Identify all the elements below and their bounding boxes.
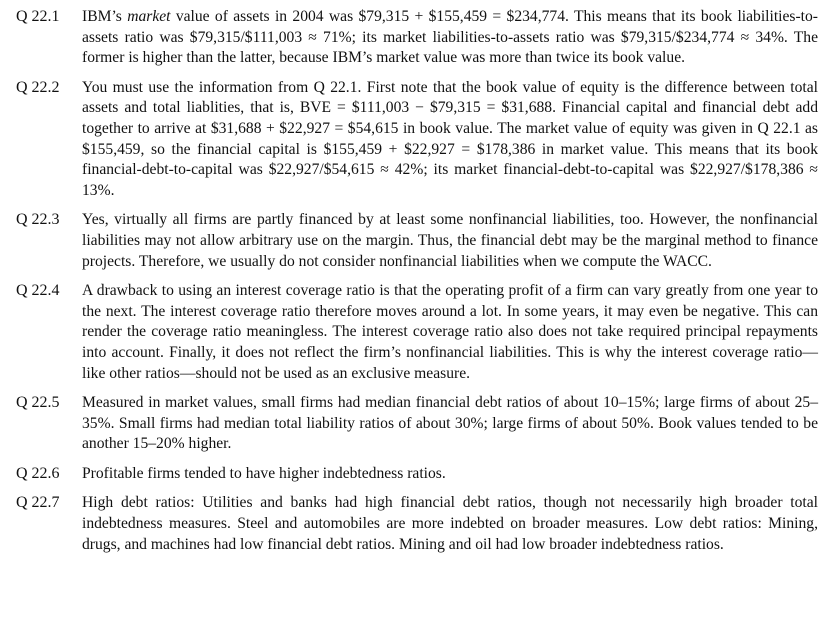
- question-label: Q 22.2: [16, 78, 60, 96]
- answer-text: Profitable firms tended to have higher indebtedness ratios.: [82, 464, 446, 482]
- answer-text: A drawback to using an interest coverage ratio is that the operating profit of a firm can vary greatly from one year to the next. The interest coverage ratio therefore moves around a lot. In some years, it may even be negative. This can render the coverage ratio meaningless. The interest coverage ratio also does not take required principal repayments into account. Finally, it does not reflect the firm’s nonfinancial liabilities. This is why the interest coverage ratio—like other ratios—should not be used as an exclusive measure.: [82, 282, 818, 382]
- answer-q22-6: [16, 464, 818, 485]
- answer-q22-1: [16, 7, 818, 69]
- question-label: Q 22.6: [16, 464, 60, 482]
- answer-q22-4: [16, 281, 818, 384]
- question-label: Q 22.4: [16, 282, 60, 300]
- answer-q22-5: [16, 393, 818, 455]
- answer-text-part: value of assets in 2004 was $79,315 + $155,459 = $234,774. This means that its book liabilities-to-assets ratio was $79,315/$111,003 ≈ 71%; its market liabilities-to-assets ratio was $79,315/$234,774 ≈ 34%. The former is higher than the latter, because IBM’s market value was more than twice its book value.: [82, 8, 818, 67]
- question-label: Q 22.1: [16, 8, 60, 25]
- answer-q22-7: [16, 493, 818, 555]
- answer-q22-2: [16, 78, 818, 202]
- answer-text: You must use the information from Q 22.1. First note that the book value of equity is the difference between total assets and total liablities, that is, BVE = $111,003 − $79,315 = $31,688. Financial capital and financial debt add together to arrive at $31,688 + $22,927 = $54,615 in book value. The market value of equity was given in Q 22.1 as $155,459, so the financial capital is $155,459 + $22,927 = $178,386 in market value. This means that its book financial-debt-to-capital was $22,927/$54,615 ≈ 42%; its market financial-debt-to-capital was $22,927/$178,386 ≈ 13%.: [82, 78, 818, 199]
- question-label: Q 22.7: [16, 494, 60, 512]
- question-label: Q 22.3: [16, 211, 60, 229]
- answer-text: Measured in market values, small firms had median financial debt ratios of about 10–15%; large firms of about 25–35%. Small firms had median total liability ratios of about 30%; large firms of about 50%. Book values tended to be another 15–20% higher.: [82, 394, 818, 453]
- question-label: Q 22.5: [16, 394, 60, 412]
- answer-q22-3: [16, 210, 818, 272]
- answer-text: Yes, virtually all firms are partly financed by at least some nonfinancial liabilities, too. However, the nonfinancial liabilities may not allow arbitrary use on the margin. Thus, the financial debt may be the marginal method to finance projects. Therefore, we usually do not consider nonfinancial liabilities when we compute the WACC.: [82, 211, 818, 270]
- answer-text-part: IBM’s: [82, 8, 128, 25]
- answer-text: High debt ratios: Utilities and banks had high financial debt ratios, though not necessarily high broader total indebtedness measures. Steel and automobiles are more indebted on broader measures. Low debt ratios: Mining, drugs, and machines had low financial debt ratios. Mining and oil had low broader indebtedness ratios.: [82, 494, 818, 553]
- answer-text-emphasis: market: [127, 8, 171, 25]
- answer-text: [82, 7, 818, 69]
